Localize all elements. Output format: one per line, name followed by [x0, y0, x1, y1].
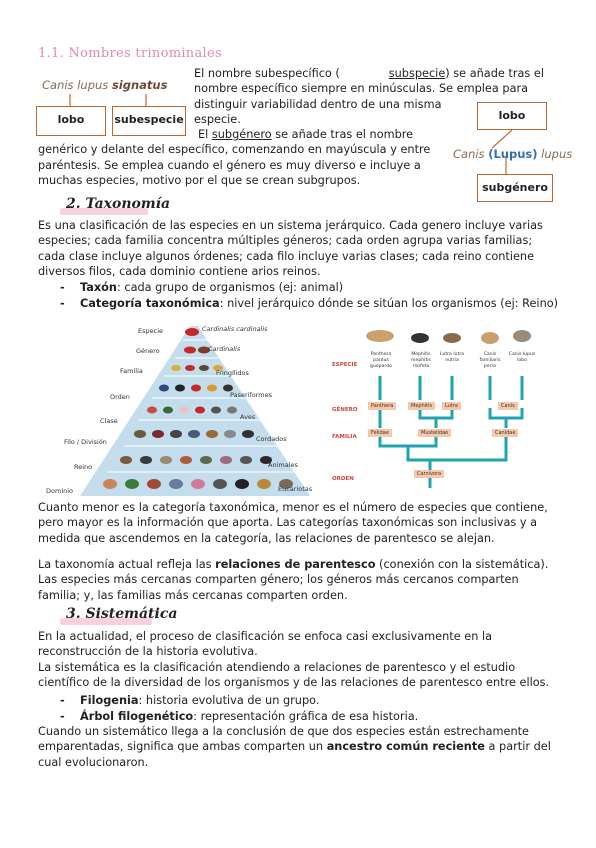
tree-family-1: Mustelidae — [418, 429, 451, 437]
tree-family-2: Canidae — [492, 429, 518, 437]
pyramid-label-filo: Filo / División — [64, 438, 107, 446]
para-categoria: Cuanto menor es la categoría taxonómica, menor es el número de especies que contiene, pero mayor es la información que aporta. Las categorías taxonómicas son inclusivas y a medida que ascendemos en la categoría, las relaciones de parentesco se alejan. — [38, 501, 548, 545]
pyramid-right-3: Paseriformes — [230, 391, 273, 399]
para-subgenero: El subgénero se añade tras el nombre genérico y delante del específico, comenzando en mayúscula y entre paréntesis. Se emplea cuando el género es muy diverso e incluye a muchas especies, motivo por el que se crean subgrupos. — [38, 128, 431, 188]
taxonomy-intro: Es una clasificación de las especies en un sistema jerárquico. Cada genero incluye varias especies; cada familia concentra múltiples géneros; cada orden agrupa varias familias; cada clase incluye algunos órdenes; cada filo incluye varias clases; cada reino contiene diversos filos, cada dominio contiene arios reinos. — [38, 219, 543, 279]
pyramid-label-clase: Clase — [100, 417, 118, 425]
pyramid-label-dominio: Dominio — [46, 487, 74, 495]
tree-row-especie: ESPECIE — [332, 362, 358, 368]
tree-species-1: Mephitis mephitis mofeta — [411, 352, 431, 369]
section-title-taxonomia: 2. Taxonomía — [66, 196, 171, 212]
tree-species-2: Lutra lutra nutria — [439, 352, 465, 363]
pyramid-label-especie: Especie — [138, 327, 163, 335]
tree-genus-1: Mephitis — [408, 402, 435, 410]
pyramid-right-6: Animales — [268, 461, 298, 469]
para-subespecie: El nombre subespecífico ( subspecie) se añade tras el nombre específico siempre en minúsculas. Se emplea para distinguir variabilidad dentro de una misma especie. — [194, 67, 544, 127]
box-subgenero: subgénero — [477, 174, 553, 202]
taxonomy-pyramid-figure — [40, 318, 313, 498]
tree-row-familia: FAMILIA — [332, 434, 357, 440]
tree-species-3: Canis familiaris perro — [479, 352, 501, 369]
para-parentesco: La taxonomía actual refleja las relaciones de parentesco (conexión con la sistemática). Las especies más cercanas comparten género; los géneros más cercanos comparten familia; y, las familias más cercanas comparten orden. — [38, 558, 549, 602]
phylogeny-tree-figure — [330, 318, 560, 498]
pyramid-right-1: Cardinalis — [208, 345, 241, 353]
section-title-sistematica: 3. Sistemática — [66, 606, 178, 622]
tree-row-orden: ORDEN — [332, 476, 354, 482]
pyramid-label-genero: Género — [136, 347, 160, 355]
canis-lupus-lupus-label: Canis (Lupus) lupus — [453, 147, 573, 161]
pyramid-label-familia: Familia — [120, 367, 143, 375]
para-ancestro: Cuando un sistemático llega a la conclusión de que dos especies están estrechamente emparentadas, significa que ambas comparten un ancestro común reciente a partir del cual evolucionaron. — [38, 725, 551, 769]
pyramid-right-0: Cardinalis cardinalis — [202, 325, 268, 333]
pyramid-label-reino: Reino — [74, 463, 93, 471]
pyramid-label-orden: Orden — [110, 393, 130, 401]
pyramid-right-2: Fringílidos — [216, 369, 249, 377]
tree-family-0: Felidae — [368, 429, 392, 437]
pyramid-right-4: Aves — [240, 413, 256, 421]
sistematica-text: En la actualidad, el proceso de clasificación se enfoca casi exclusivamente en la reconstrucción de la historia evolutiva. La sistemática es la clasificación atendiendo a relaciones de parentesco y el estudio científico de la diversidad de los organismos y de las relaciones de parentesco entre ellos. — [38, 630, 550, 690]
tree-genus-3: Canis — [498, 402, 518, 410]
section-title-trinominales: 1.1. Nombres trinominales — [38, 46, 222, 61]
box-subespecie: subespecie — [112, 106, 186, 136]
box-lobo-left: lobo — [36, 106, 106, 136]
tree-genus-2: Lutra — [442, 402, 461, 410]
box-lobo-right: lobo — [477, 102, 547, 130]
tree-order: Carnívora — [414, 470, 444, 478]
canis-lupus-signatus-label: Canis lupus signatus — [42, 78, 168, 92]
tree-genus-0: Panthera — [368, 402, 396, 410]
tree-species-0: Panthera pardus guepardo — [370, 352, 392, 369]
tree-species-4: Canis lupus lobo — [508, 352, 536, 363]
pyramid-right-5: Cordados — [256, 435, 287, 443]
pyramid-right-7: Eucariotas — [278, 485, 313, 493]
tree-row-genero: GÉNERO — [332, 407, 358, 413]
